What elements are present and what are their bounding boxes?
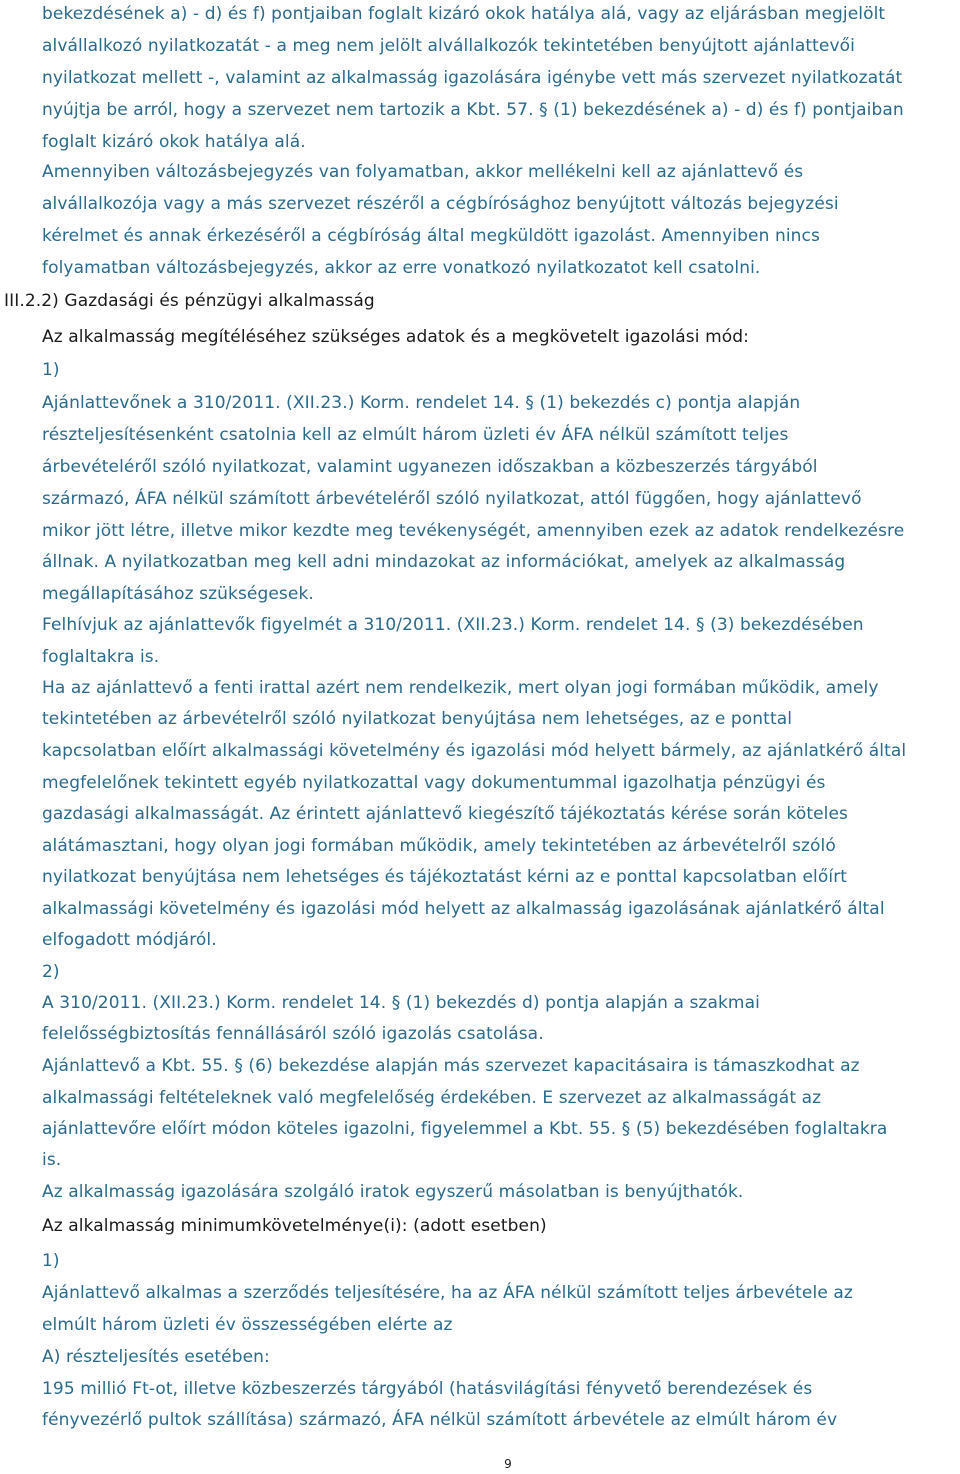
text-line: alvállalkozó nyilatkozatát - a meg nem jelölt alvállalkozók tekintetében benyújtott ajánlattevői [42,36,855,56]
text-line: nyújtja be arról, hogy a szervezet nem tartozik a Kbt. 57. § (1) bekezdésének a) - d) és f) pontjaiban [42,100,904,120]
text-line: tekintetében az árbevételről szóló nyilatkozat benyújtása nem lehetséges, az e ponttal [42,709,793,729]
text-line: 195 millió Ft-ot, illetve közbeszerzés tárgyából (hatásvilágítási fényvető berendezések és [42,1379,813,1399]
text-line: kapcsolatban előírt alkalmassági követelmény és igazolási mód helyett bármely, az ajánlatkérő által [42,741,907,761]
text-line: 1) [42,1251,60,1271]
text-line: megfelelőnek tekintett egyéb nyilatkozattal vagy dokumentummal igazolhatja pénzügyi és [42,773,826,793]
text-line: A 310/2011. (XII.23.) Korm. rendelet 14. § (1) bekezdés d) pontja alapján a szakmai [42,993,760,1013]
text-line: Amennyiben változásbejegyzés van folyamatban, akkor mellékelni kell az ajánlattevő és [42,162,804,182]
text-line: Felhívjuk az ajánlattevők figyelmét a 310/2011. (XII.23.) Korm. rendelet 14. § (3) bekezdésében [42,615,864,635]
text-line: felelősségbiztosítás fennállásáról szóló igazolás csatolása. [42,1024,544,1044]
text-line: A) részteljesítés esetében: [42,1347,270,1367]
text-line: 1) [42,360,60,380]
text-line: Ha az ajánlattevő a fenti irattal azért nem rendelkezik, mert olyan jogi formában működik, amely [42,678,879,698]
text-line: kérelmet és annak érkezéséről a cégbíróság által megküldött igazolást. Amennyiben nincs [42,226,820,246]
text-line: elfogadott módjáról. [42,930,217,950]
text-line: elmúlt három üzleti év összességében elérte az [42,1315,453,1335]
text-line: folyamatban változásbejegyzés, akkor az erre vonatkozó nyilatkozatot kell csatolni. [42,258,761,278]
text-line: megállapításához szükségesek. [42,584,314,604]
text-line: Ajánlattevőnek a 310/2011. (XII.23.) Korm. rendelet 14. § (1) bekezdés c) pontja alapján [42,393,801,413]
text-line: állnak. A nyilatkozatban meg kell adni mindazokat az információkat, amelyek az alkalmasság [42,552,846,572]
text-line: ajánlattevőre előírt módon köteles igazolni, figyelemmel a Kbt. 55. § (5) bekezdésében foglaltakra [42,1119,888,1139]
text-line: bekezdésének a) - d) és f) pontjaiban foglalt kizáró okok hatálya alá, vagy az eljárásban megjelölt [42,4,886,24]
text-line: is. [42,1150,62,1170]
text-line: Az alkalmasság minimumkövetelménye(i): (adott esetben) [42,1216,547,1236]
text-line: részteljesítésenként csatolnia kell az elmúlt három üzleti év ÁFA nélkül számított teljes [42,425,789,445]
text-line: Az alkalmasság igazolására szolgáló iratok egyszerű másolatban is benyújthatók. [42,1182,744,1202]
section-heading: III.2.2) Gazdasági és pénzügyi alkalmasság [4,291,375,311]
page-number: 9 [504,1457,512,1471]
text-line: alkalmassági követelmény és igazolási mód helyett az alkalmasság igazolásának ajánlatkérő által [42,899,885,919]
text-line: foglaltakra is. [42,647,160,667]
text-line: Ajánlattevő alkalmas a szerződés teljesítésére, ha az ÁFA nélkül számított teljes árbevétele az [42,1283,853,1303]
text-line: Az alkalmasság megítéléséhez szükséges adatok és a megkövetelt igazolási mód: [42,327,749,347]
text-line: alvállalkozója vagy a más szervezet részéről a cégbírósághoz benyújtott változás bejegyzési [42,194,839,214]
text-line: foglalt kizáró okok hatálya alá. [42,132,306,152]
text-line: alkalmassági feltételeknek való megfelelőség érdekében. E szervezet az alkalmasságát az [42,1088,822,1108]
text-line: nyilatkozat mellett -, valamint az alkalmasság igazolására igénybe vett más szervezet nyilatkozatát [42,68,903,88]
text-line: nyilatkozat benyújtása nem lehetséges és tájékoztatást kérni az e ponttal kapcsolatban előírt [42,867,848,887]
text-line: 2) [42,962,60,982]
text-line: Ajánlattevő a Kbt. 55. § (6) bekezdése alapján más szervezet kapacitásaira is támaszkodhat az [42,1056,860,1076]
text-line: alátámasztani, hogy olyan jogi formában működik, amely tekintetében az árbevételről szóló [42,836,836,856]
text-line: származó, ÁFA nélkül számított árbevételéről szóló nyilatkozat, attól függően, hogy ajánlattevő [42,489,862,509]
text-line: fényvezérlő pultok szállítása) származó, ÁFA nélkül számított árbevétele az elmúlt három év [42,1410,838,1430]
text-line: gazdasági alkalmasságát. Az érintett ajánlattevő kiegészítő tájékoztatás kérése során köteles [42,804,848,824]
text-line: mikor jött létre, illetve mikor kezdte meg tevékenységét, amennyiben ezek az adatok rendelkezésre [42,521,905,541]
text-line: árbevételéről szóló nyilatkozat, valamint ugyanezen időszakban a közbeszerzés tárgyából [42,457,818,477]
